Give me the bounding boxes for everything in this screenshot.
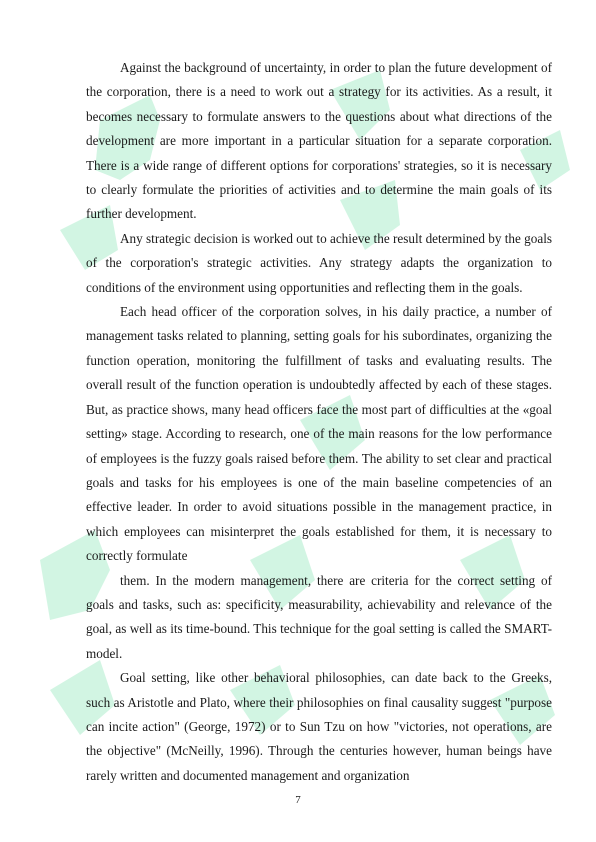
paragraph-1: Against the background of uncertainty, in order to plan the future development of the corporation, there is a need to work out a strategy for its activities. As a result, it becomes necessary to formulate answers to the questions about what directions of the development are more important in a particular situation for a separate corporation. There is a wide range of different options for corporations' strategies, so it is necessary to clearly formulate the priorities of activities and to determine the main goals of its further development. (86, 60, 552, 222)
document-body (86, 56, 552, 788)
page-number: 7 (295, 794, 301, 806)
paragraph-5: Goal setting, like other behavioral philosophies, can date back to the Greeks, such as Aristotle and Plato, where their philosophies on final causality suggest "purpose can incite action" (George, 1972) or to Sun Tzu on how "victories, not operations, are the objective" (McNeilly, 1996). Through the centuries however, human beings have rarely written and documented management and organization (86, 670, 552, 783)
paragraph-4: them. In the modern management, there are criteria for the correct setting of goals and tasks, such as: specificity, measurability, achievability and relevance of the goal, as well as its time-bound. This technique for the goal setting is called the SMART-model. (86, 572, 552, 661)
paragraph-3: Each head officer of the corporation solves, in his daily practice, a number of management tasks related to planning, setting goals for his subordinates, organizing the function operation, monitoring the fulfillment of tasks and evaluating results. The overall result of the function operation is undoubtedly affected by each of these stages. But, as practice shows, many head officers face the most part of difficulties at the «goal setting» stage. According to research, one of the main reasons for the low performance of employees is the fuzzy goals raised before them. The ability to set clear and practical goals and tasks for his employees is one of the main baseline competencies of an effective leader. In order to avoid situations possible in the management practice, in which employees can misinterpret the goals established for them, it is necessary to correctly formulate (86, 304, 552, 564)
paragraph-2: Any strategic decision is worked out to achieve the result determined by the goals of the corporation's strategic activities. Any strategy adapts the organization to conditions of the environment using opportunities and reflecting them in the goals. (86, 230, 552, 295)
